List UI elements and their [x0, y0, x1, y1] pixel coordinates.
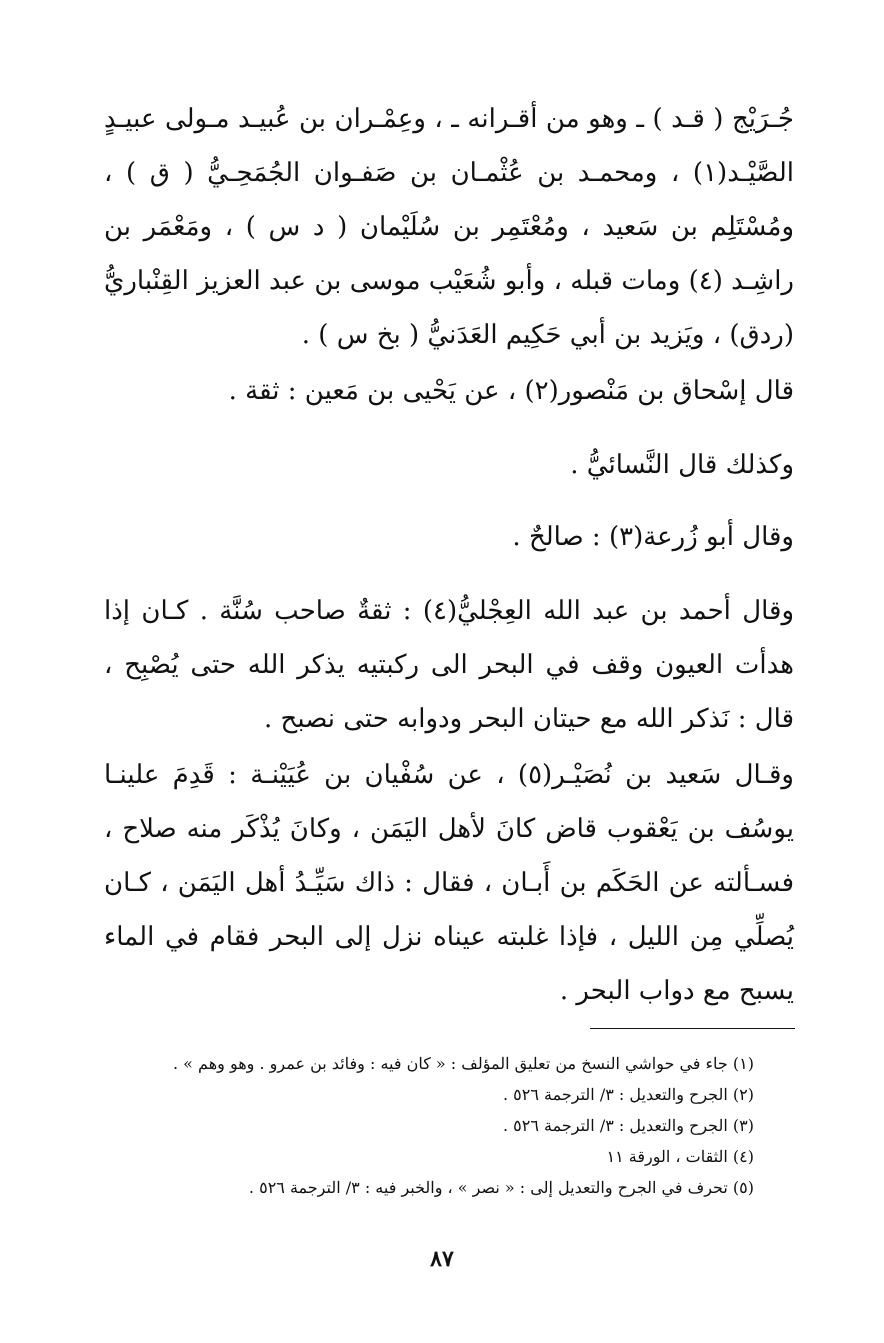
footnotes-section	[114, 1048, 754, 1203]
footnote-2: (٢) الجرح والتعديل : ٣/ الترجمة ٥٢٦ .	[503, 1085, 754, 1104]
footnote-3: (٣) الجرح والتعديل : ٣/ الترجمة ٥٢٦ .	[503, 1116, 754, 1135]
footnote-4: (٤) الثقات ، الورقة ١١	[606, 1147, 754, 1166]
paragraph-ijli-quote: وقال أحمد بن عبد الله العِجْليُّ(٤) : ثقةٌ صاحب سُنَّة . كـان إذا هدأت العيون وقف في البحر الى ركبتيه يذكر الله حتى يُصْبِح ، قال : نَذكر الله مع حيتان البحر ودوابه حتى نصبح .	[104, 596, 794, 734]
paragraph-ibn-maeen-quote: قال إسْحاق بن مَنْصور(٢) ، عن يَحْيى بن مَعين : ثقة .	[228, 376, 794, 406]
paragraph-sufyan-quote: وقـال سَعيد بن نُصَيْـر(٥) ، عن سُفْيان بن عُيَيْنـة : قَدِمَ علينـا يوسُف بن يَعْقوب قاض كانَ لأهل اليَمَن ، وكانَ يُذْكَر منه صلاح ، فسـألته عن الحَكَم بن أَبـان ، فقال : ذاك سَيِّـدُ أهل اليَمَن ، كـان يُصلِّي مِن الليل ، فإذا غلبته عيناه نزل إلى البحر فقام في الماء يسبح مع دواب البحر .	[104, 760, 794, 1006]
page-number: ٨٧	[430, 1246, 454, 1272]
paragraph-abu-zura-quote: وقال أبو زُرعة(٣) : صالحٌ .	[512, 522, 794, 552]
footnote-5: (٥) تحرف في الجرح والتعديل إلى : « نصر » ، والخبر فيه : ٣/ الترجمة ٥٢٦ .	[248, 1178, 754, 1197]
paragraph-narrators-list: جُـرَيْج ( قـد ) ـ وهو من أقـرانه ـ ، وعِمْـران بن عُبيـد مـولى عبيـدٍ الصَّيْـد(١) ، ومحمـد بن عُثْمـان بن صَفـوان الجُمَحِـيُّ ( ق ) ، ومُسْتَلِم بن سَعيد ، ومُعْتَمِر بن سُلَيْمان ( د س ) ، ومَعْمَر بن راشِـد (٤) ومات قبله ، وأبو شُعَيْب موسى بن عبد العزيز القِنْباريُّ (ردق) ، ويَزيد بن أبي حَكِيم العَدَنيُّ ( بخ س ) .	[104, 104, 794, 350]
footnote-1: (١) جاء في حواشي النسخ من تعليق المؤلف : « كان فيه : وفائد بن عمرو . وهو وهم » .	[173, 1054, 754, 1073]
footnote-divider	[590, 1028, 795, 1029]
paragraph-nasai-quote: وكذلك قال النَّسائيُّ .	[570, 450, 794, 480]
